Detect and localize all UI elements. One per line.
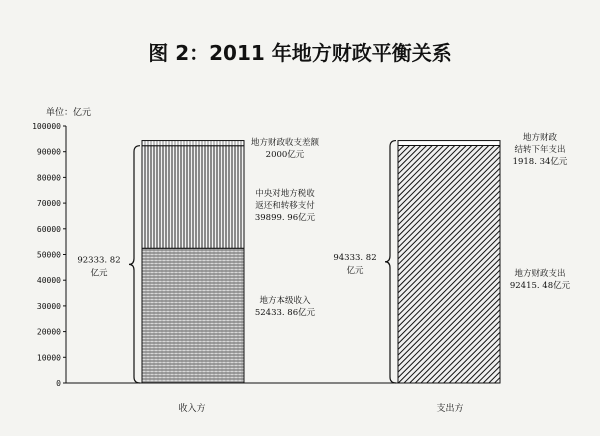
total-label <box>333 253 376 276</box>
segment-label-line: 地方本级收入 <box>259 296 311 306</box>
segment-label <box>255 295 316 318</box>
unit-label: 单位：亿元 <box>46 108 92 118</box>
bar-segment <box>398 141 500 146</box>
segment-label <box>513 132 568 167</box>
segment-label-line: 地方财政支出 <box>514 269 566 279</box>
total-brace <box>385 141 396 383</box>
total-label-line: 亿元 <box>90 268 108 279</box>
y-tick-label: 70000 <box>36 199 61 209</box>
total-label-line: 94333. 82 <box>333 252 377 263</box>
x-category-label: 支出方 <box>436 404 464 414</box>
y-tick-label: 100000 <box>32 122 61 131</box>
y-tick-label: 40000 <box>36 276 61 286</box>
x-category-label: 收入方 <box>178 404 206 414</box>
y-tick-label: 0 <box>56 379 61 388</box>
segment-label-line: 39899. 96亿元 <box>254 213 316 223</box>
total-label-line: 亿元 <box>346 265 364 276</box>
segment-label-line: 52433. 86亿元 <box>254 308 316 318</box>
y-tick-label: 20000 <box>36 327 61 337</box>
y-tick-label: 50000 <box>36 250 61 260</box>
total-brace <box>129 146 140 383</box>
segment-label-line: 92415. 48亿元 <box>509 281 571 291</box>
bar-segment <box>398 145 500 383</box>
bars <box>142 141 500 383</box>
segment-label <box>251 137 320 160</box>
segment-label-line: 地方财政收支差额 <box>250 138 320 148</box>
segment-label-line: 2000亿元 <box>265 150 305 160</box>
total-label-line: 92333. 82 <box>77 255 121 266</box>
y-tick-label: 60000 <box>36 224 61 234</box>
segment-label-line: 1918. 34亿元 <box>512 157 568 167</box>
y-tick-label: 10000 <box>36 353 61 363</box>
chart-title: 图 2：2011 年地方财政平衡关系 <box>148 41 452 65</box>
total-label <box>77 255 120 278</box>
segment-label-line: 返还和转移支付 <box>255 201 315 211</box>
segment-label-line: 中央对地方税收 <box>255 189 315 199</box>
segment-label <box>510 268 571 291</box>
y-tick-label: 80000 <box>36 173 61 183</box>
segment-label-line: 地方财政 <box>522 133 558 143</box>
bar-segment <box>142 248 244 383</box>
segment-label <box>255 188 316 223</box>
y-tick-label: 30000 <box>36 301 61 311</box>
bar-segment <box>142 146 244 249</box>
bar-segment <box>142 141 244 146</box>
segment-label-line: 结转下年支出 <box>514 145 566 155</box>
y-tick-label: 90000 <box>36 147 61 157</box>
